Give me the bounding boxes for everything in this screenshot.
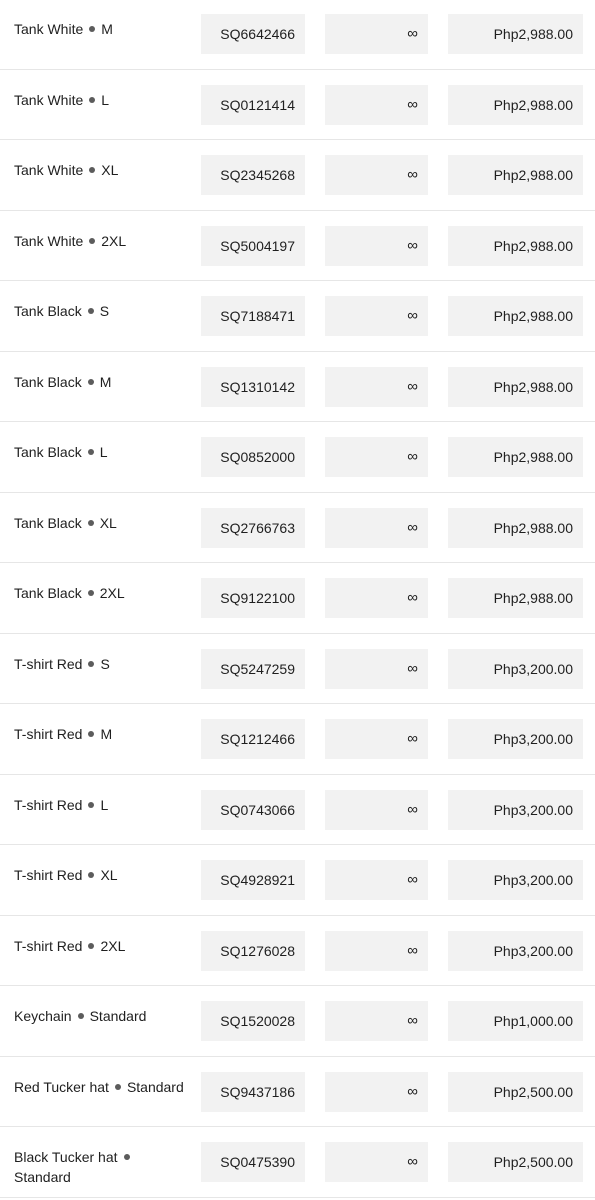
variant-name (14, 1006, 184, 1026)
variant-name (14, 936, 184, 956)
variant-option: L (101, 91, 110, 108)
stock-field[interactable]: ∞ (325, 578, 428, 618)
sku-field[interactable]: SQ1276028 (201, 931, 305, 971)
separator-dot-icon (88, 308, 94, 314)
sku-field[interactable]: SQ0475390 (201, 1142, 305, 1182)
price-field[interactable]: Php2,988.00 (448, 367, 583, 407)
variant-option: XL (99, 514, 117, 531)
separator-dot-icon (88, 449, 94, 455)
product-name: Red Tucker hat (14, 1078, 109, 1095)
stock-field[interactable]: ∞ (325, 508, 428, 548)
price-field[interactable]: Php3,200.00 (448, 649, 583, 689)
product-name: Black Tucker hat (14, 1149, 118, 1165)
stock-field[interactable]: ∞ (325, 367, 428, 407)
variant-name (14, 231, 184, 251)
variant-name (14, 795, 184, 815)
separator-dot-icon (78, 1013, 84, 1019)
stock-field[interactable]: ∞ (325, 226, 428, 266)
price-field[interactable]: Php1,000.00 (448, 1001, 583, 1041)
sku-field[interactable]: SQ0852000 (201, 437, 305, 477)
variant-option: Standard (126, 1078, 184, 1095)
sku-field[interactable]: SQ0743066 (201, 790, 305, 830)
product-name: T-shirt Red (14, 796, 83, 813)
variant-name (14, 865, 184, 885)
sku-field[interactable]: SQ1310142 (201, 367, 305, 407)
variant-row (0, 634, 595, 705)
variant-name (14, 654, 184, 674)
variant-row (0, 563, 595, 634)
product-name: Tank Black (14, 373, 82, 390)
price-field[interactable]: Php2,500.00 (448, 1072, 583, 1112)
variant-row (0, 493, 595, 564)
separator-dot-icon (88, 943, 94, 949)
product-name: T-shirt Red (14, 937, 83, 954)
separator-dot-icon (88, 520, 94, 526)
sku-field[interactable]: SQ0121414 (201, 85, 305, 125)
variant-row (0, 140, 595, 211)
stock-field[interactable]: ∞ (325, 790, 428, 830)
variant-row (0, 1127, 595, 1198)
sku-field[interactable]: SQ5004197 (201, 226, 305, 266)
product-name: T-shirt Red (14, 655, 83, 672)
separator-dot-icon (88, 379, 94, 385)
price-field[interactable]: Php2,988.00 (448, 14, 583, 54)
price-field[interactable]: Php2,988.00 (448, 155, 583, 195)
product-name: Tank White (14, 91, 84, 108)
price-field[interactable]: Php2,988.00 (448, 578, 583, 618)
variant-name (14, 1077, 184, 1097)
separator-dot-icon (89, 238, 95, 244)
sku-field[interactable]: SQ6642466 (201, 14, 305, 54)
variant-option: S (99, 303, 110, 319)
stock-field[interactable]: ∞ (325, 719, 428, 759)
price-field[interactable]: Php3,200.00 (448, 719, 583, 759)
variant-name (14, 1147, 184, 1187)
separator-dot-icon (88, 802, 94, 808)
separator-dot-icon (88, 872, 94, 878)
variant-name (14, 372, 184, 392)
sku-field[interactable]: SQ9122100 (201, 578, 305, 618)
sku-field[interactable]: SQ2345268 (201, 155, 305, 195)
variant-option: L (100, 796, 109, 813)
separator-dot-icon (88, 661, 94, 667)
product-name: Tank Black (14, 585, 82, 601)
separator-dot-icon (88, 731, 94, 737)
product-name: T-shirt Red (14, 726, 83, 742)
stock-field[interactable]: ∞ (325, 860, 428, 900)
separator-dot-icon (115, 1084, 121, 1090)
price-field[interactable]: Php2,500.00 (448, 1142, 583, 1182)
price-field[interactable]: Php2,988.00 (448, 226, 583, 266)
stock-field[interactable]: ∞ (325, 85, 428, 125)
stock-field[interactable]: ∞ (325, 1001, 428, 1041)
sku-field[interactable]: SQ4928921 (201, 860, 305, 900)
variant-row (0, 845, 595, 916)
variant-option: XL (100, 867, 118, 883)
stock-field[interactable]: ∞ (325, 931, 428, 971)
price-field[interactable]: Php2,988.00 (448, 85, 583, 125)
variant-option: Standard (14, 1169, 71, 1185)
variant-row (0, 281, 595, 352)
variant-option: XL (101, 162, 119, 178)
variant-option: M (101, 21, 113, 37)
variant-name (14, 583, 184, 603)
variant-row (0, 422, 595, 493)
price-field[interactable]: Php2,988.00 (448, 437, 583, 477)
variant-row (0, 70, 595, 141)
price-field[interactable]: Php3,200.00 (448, 931, 583, 971)
separator-dot-icon (88, 590, 94, 596)
variant-option: M (99, 373, 112, 390)
variant-option: L (99, 444, 108, 460)
variant-row (0, 704, 595, 775)
product-name: Tank Black (14, 444, 82, 460)
variant-row (0, 0, 595, 70)
variant-name (14, 90, 184, 110)
product-name: Tank White (14, 21, 84, 37)
stock-field[interactable]: ∞ (325, 296, 428, 336)
separator-dot-icon (89, 26, 95, 32)
product-name: Tank White (14, 232, 84, 249)
product-name: Keychain (14, 1008, 72, 1024)
variant-option: 2XL (100, 937, 126, 954)
variant-row (0, 916, 595, 987)
price-field[interactable]: Php2,988.00 (448, 508, 583, 548)
variant-option: S (100, 655, 110, 672)
sku-field[interactable]: SQ1520028 (201, 1001, 305, 1041)
variant-row (0, 211, 595, 282)
variant-option: 2XL (101, 232, 127, 249)
variant-row (0, 775, 595, 846)
stock-field[interactable]: ∞ (325, 437, 428, 477)
variant-option: 2XL (99, 585, 125, 601)
separator-dot-icon (124, 1154, 130, 1160)
variant-name (14, 442, 184, 462)
product-name: T-shirt Red (14, 867, 83, 883)
stock-field[interactable]: ∞ (325, 1072, 428, 1112)
variant-name (14, 724, 184, 744)
sku-field[interactable]: SQ7188471 (201, 296, 305, 336)
variant-name (14, 160, 184, 180)
stock-field[interactable]: ∞ (325, 155, 428, 195)
product-name: Tank White (14, 162, 84, 178)
price-field[interactable]: Php3,200.00 (448, 860, 583, 900)
separator-dot-icon (89, 97, 95, 103)
sku-field[interactable]: SQ1212466 (201, 719, 305, 759)
sku-field[interactable]: SQ2766763 (201, 508, 305, 548)
variant-row (0, 352, 595, 423)
variant-name (14, 19, 184, 39)
price-field[interactable]: Php3,200.00 (448, 790, 583, 830)
variant-row (0, 986, 595, 1057)
product-name: Tank Black (14, 514, 82, 531)
variant-name (14, 513, 184, 533)
variant-option: Standard (89, 1008, 147, 1024)
product-name: Tank Black (14, 303, 82, 319)
separator-dot-icon (89, 167, 95, 173)
price-field[interactable]: Php2,988.00 (448, 296, 583, 336)
variant-option: M (100, 726, 113, 742)
stock-field[interactable]: ∞ (325, 1142, 428, 1182)
sku-field[interactable]: SQ9437186 (201, 1072, 305, 1112)
stock-field[interactable]: ∞ (325, 649, 428, 689)
variant-row (0, 1057, 595, 1128)
stock-field[interactable]: ∞ (325, 14, 428, 54)
variant-name (14, 301, 184, 321)
sku-field[interactable]: SQ5247259 (201, 649, 305, 689)
